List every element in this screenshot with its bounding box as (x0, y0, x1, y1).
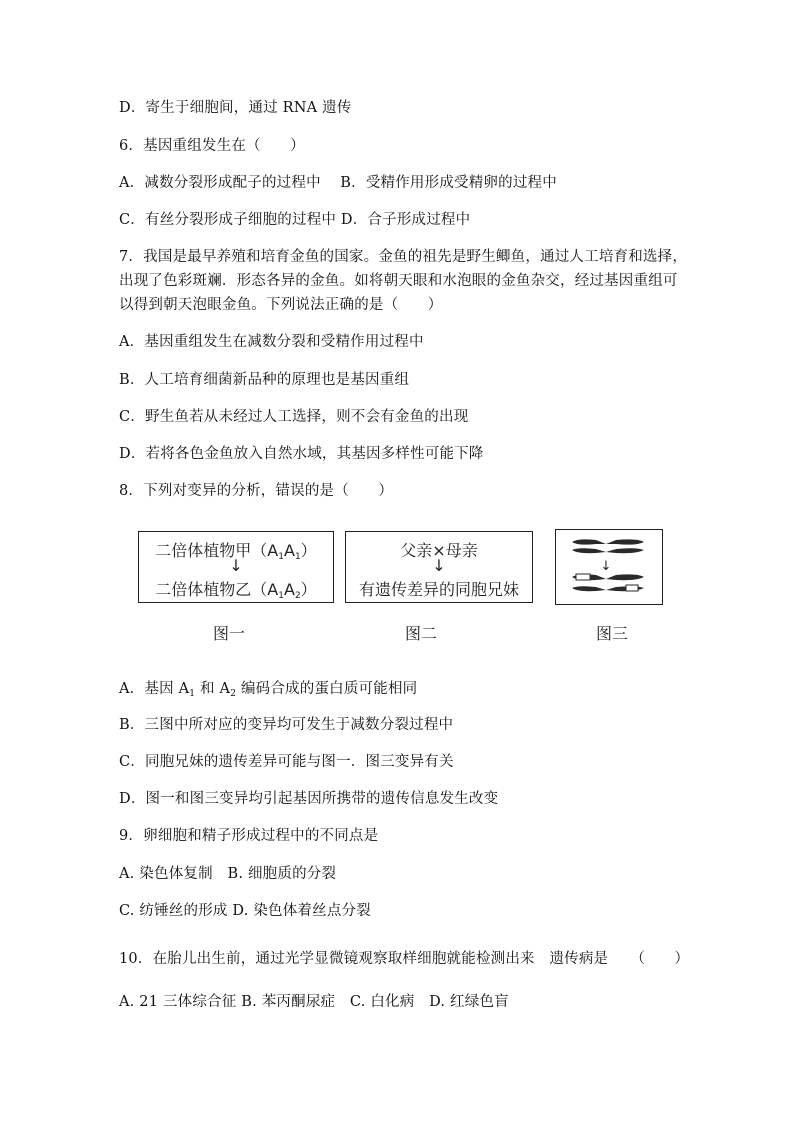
q8-option-a: A．基因 $A_1$ 和 $A_2$ 编码合成的蛋白质可能相同 (119, 681, 418, 699)
q5-option-d: D．寄生于细胞间，通过 RNA 遗传 (119, 100, 352, 116)
figure-1-line1: 二倍体植物甲$(A_1A_1)$ (155, 541, 317, 562)
chromosome-pair-top (572, 539, 644, 553)
q9-options-ab: A. 染色体复制 B. 细胞质的分裂 (119, 866, 337, 882)
q8-option-c: C．同胞兄妹的遗传差异可能与图一．图三变异有关 (119, 754, 454, 770)
q7-option-d: D．若将各色金鱼放入自然水域，其基因多样性可能下降 (119, 446, 484, 462)
q7-stem-line2: 出现了色彩斑斓．形态各异的金鱼。如将朝天眼和水泡眼的金鱼杂交，经过基因重组可 (119, 273, 678, 289)
q7-stem-line3: 以得到朝天泡眼金鱼。下列说法正确的是（ ） (119, 297, 443, 313)
q9-options-cd: C. 纺锤丝的形成 D. 染色体着丝点分裂 (119, 903, 371, 919)
q7-option-a: A．基因重组发生在减数分裂和受精作用过程中 (119, 334, 424, 350)
q9-stem: 9．卵细胞和精子形成过程中的不同点是 (119, 828, 379, 844)
q6-stem: 6．基因重组发生在（ ） (119, 138, 305, 154)
figure-2-line2: 有遗传差异的同胞兄妹 (358, 580, 519, 599)
figure-3-box (555, 529, 663, 605)
figure-3-caption: 图三 (596, 624, 629, 643)
chromosome-illustration (556, 530, 662, 604)
q6-options-cd: C．有丝分裂形成子细胞的过程中 D．合子形成过程中 (119, 212, 471, 228)
q10-stem: 10．在胎儿出生前，通过光学显微镜观察取样细胞就能检测出来 遗传病是 （ ） (119, 951, 690, 967)
figure-3-arrow: ↓ (600, 559, 612, 574)
figure-2-line1: 父亲×母亲 (400, 541, 478, 560)
q6-options-ab: A．减数分裂形成配子的过程中 B．受精作用形成受精卵的过程中 (119, 175, 557, 191)
q7-option-b: B．人工培育细菌新品种的原理也是基因重组 (119, 372, 410, 388)
figure-1-box (138, 531, 334, 603)
q8-option-b: B．三图中所对应的变异均可发生于减数分裂过程中 (119, 717, 454, 733)
figure-2-caption: 图二 (405, 624, 438, 643)
figure-1-arrow: ↓ (229, 556, 243, 575)
figure-1-caption: 图一 (213, 624, 246, 643)
figure-2-box (345, 531, 533, 603)
figure-1-line2: 二倍体植物乙$(A_1A_2)$ (155, 580, 317, 601)
q8-stem: 8．下列对变异的分析，错误的是（ ） (119, 483, 394, 499)
q10-options: A. 21 三体综合征 B. 苯丙酮尿症 C. 白化病 D. 红绿色盲 (119, 994, 509, 1010)
q7-stem-line1: 7．我国是最早养殖和培育金鱼的国家。金鱼的祖先是野生鲫鱼，通过人工培育和选择， (119, 249, 688, 265)
q7-option-c: C．野生鱼若从未经过人工选择，则不会有金鱼的出现 (119, 409, 469, 425)
q8-option-d: D．图一和图三变异均引起基因所携带的遗传信息发生改变 (119, 791, 499, 807)
figure-2-arrow: ↓ (432, 556, 446, 575)
chromosome-pair-bottom (572, 574, 644, 591)
